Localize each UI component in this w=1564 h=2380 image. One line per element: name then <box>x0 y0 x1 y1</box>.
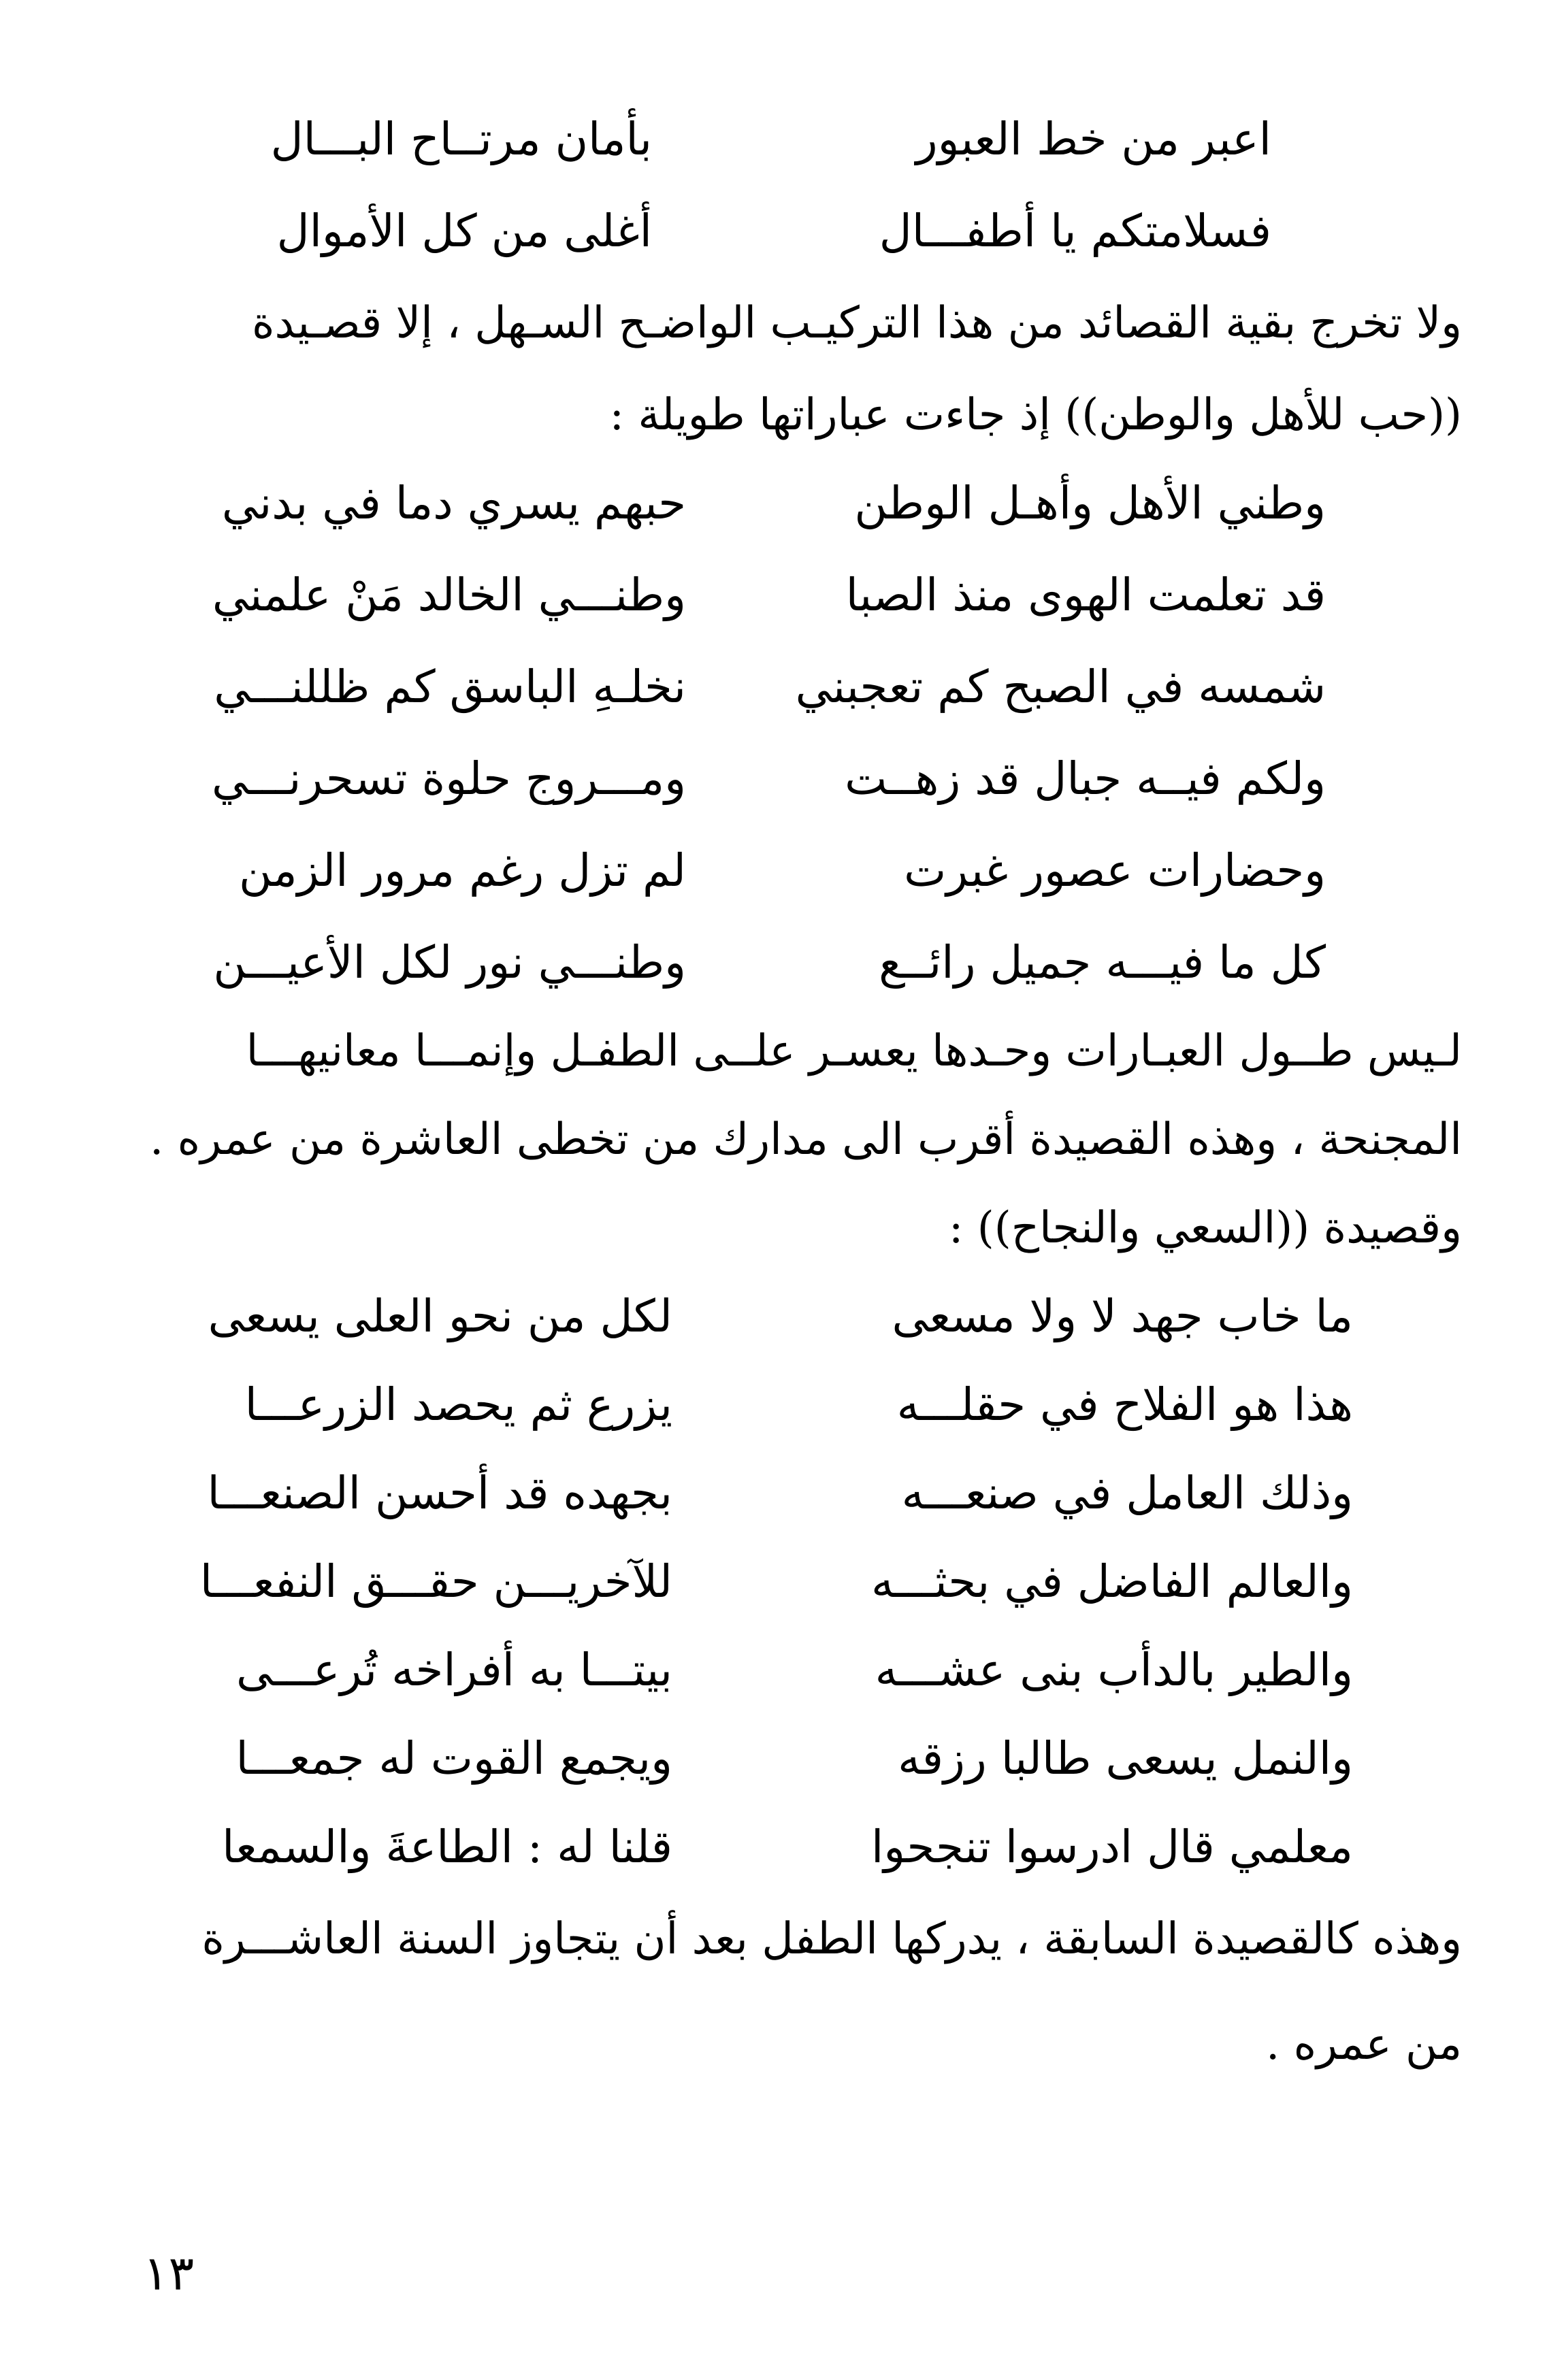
paragraph-line: وهذه كالقصيدة السابقة ، يدركها الطفل بعد أن يتجاوز السنة العاشـــرة <box>201 1914 1462 1964</box>
verse-first-hemistich: معلمي قال ادرسوا تنجحوا <box>870 1821 1353 1873</box>
verse-second-hemistich: قلنا له : الطاعةَ والسمعا <box>222 1821 672 1873</box>
verse-first-hemistich: قد تعلمت الهوى منذ الصبا <box>845 569 1326 621</box>
verse-second-hemistich: نخلـهِ الباسق كم ظللنـــي <box>214 661 686 713</box>
paragraph-line: ((حب للأهل والوطن)) إذ جاءت عباراتها طويلة : <box>609 390 1462 440</box>
verse-first-hemistich: والعالم الفاضل في بحثـــه <box>870 1555 1353 1608</box>
verse <box>0 643 1564 731</box>
verse-first-hemistich: هذا هو الفلاح في حقلـــه <box>896 1378 1353 1431</box>
verse-second-hemistich: لم تزل رغم مرور الزمن <box>239 844 686 897</box>
verse <box>0 919 1564 1007</box>
verse <box>0 551 1564 640</box>
verse-second-hemistich: وطنـــي نور لكل الأعيـــن <box>213 936 686 989</box>
verse-first-hemistich: شمسه في الصبح كم تعجبني <box>795 661 1326 713</box>
verse-first-hemistich: كل ما فيـــه جميل رائــع <box>879 936 1326 989</box>
paragraph-line: وقصيدة ((السعي والنجاح)) : <box>948 1203 1462 1253</box>
verse-second-hemistich: ويجمع القوت له جمعـــا <box>235 1732 672 1785</box>
verse <box>0 1715 1564 1803</box>
verse <box>0 459 1564 548</box>
verse-first-hemistich: وذلك العامل في صنعـــه <box>901 1467 1353 1519</box>
verse-second-hemistich: بجهده قد أحسن الصنعـــا <box>207 1467 672 1519</box>
verse <box>0 187 1564 276</box>
verse-first-hemistich: والنمل يسعى طالبا رزقه <box>898 1732 1353 1785</box>
verse-second-hemistich: ومـــروج حلوة تسحرنـــي <box>211 753 686 805</box>
paragraph-line: لـيس طــول العبـارات وحـدها يعسـر علــى الطفـل وإنمـــا معانيهـــا <box>246 1026 1462 1076</box>
paragraph-line: ولا تخرج بقية القصائد من هذا التركيـب الواضـح السـهل ، إلا قصـيدة <box>251 298 1462 348</box>
verse <box>0 1538 1564 1626</box>
verse-second-hemistich: بأمان مرتــاح البـــال <box>270 113 652 165</box>
page-number: ١٣ <box>143 2245 195 2301</box>
verse <box>0 735 1564 823</box>
verse-second-hemistich: بيتـــا به أفراخه تُرعـــى <box>235 1644 672 1696</box>
verse-first-hemistich: ولكم فيــه جبال قد زهــت <box>845 753 1326 805</box>
verse-first-hemistich: ما خاب جهد لا ولا مسعى <box>892 1290 1353 1342</box>
verse-second-hemistich: لكل من نحو العلى يسعى <box>208 1290 672 1342</box>
verse-first-hemistich: فسلامتكم يا أطفـــال <box>879 205 1271 257</box>
verse-first-hemistich: وطني الأهل وأهـل الوطن <box>854 477 1326 529</box>
verse <box>0 1803 1564 1891</box>
verse-second-hemistich: وطنـــي الخالد مَنْ علمني <box>212 569 686 621</box>
paragraph-line: المجنحة ، وهذه القصيدة أقرب الى مدارك من تخطى العاشرة من عمره . <box>149 1114 1462 1165</box>
verse-second-hemistich: حبهم يسري دما في بدني <box>221 477 686 529</box>
verse-first-hemistich: والطير بالدأب بنى عشـــه <box>875 1644 1353 1696</box>
verse <box>0 1272 1564 1361</box>
verse-second-hemistich: أغلى من كل الأموال <box>276 205 652 257</box>
verse <box>0 1449 1564 1538</box>
verse <box>0 1626 1564 1715</box>
paragraph-line: من عمره . <box>1265 2019 1462 2070</box>
verse-first-hemistich: وحضارات عصور غبرت <box>904 844 1326 897</box>
verse-first-hemistich: اعبر من خط العبور <box>915 113 1271 165</box>
verse-second-hemistich: للآخريـــن حقـــق النفعـــا <box>199 1555 672 1608</box>
verse <box>0 1361 1564 1449</box>
verse <box>0 827 1564 915</box>
verse-second-hemistich: يزرع ثم يحصد الزرعـــا <box>244 1378 672 1431</box>
verse <box>0 95 1564 184</box>
